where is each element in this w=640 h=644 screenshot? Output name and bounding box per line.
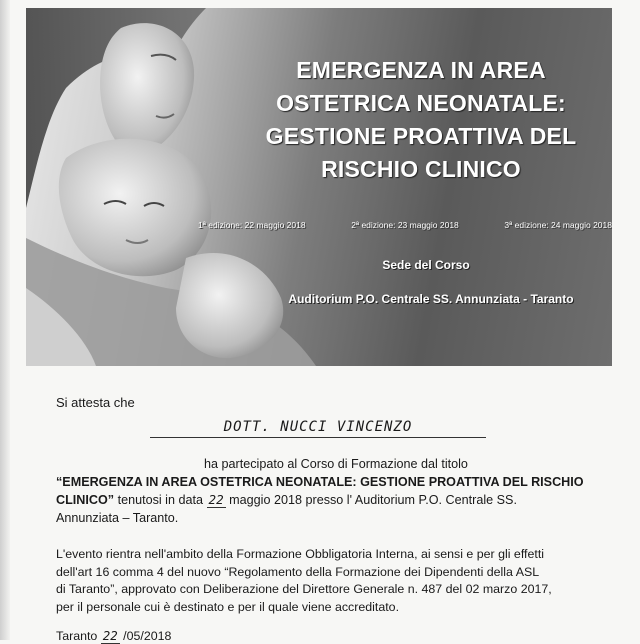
held-line [56,491,616,510]
held-day: 22 [208,492,224,507]
banner-title-line: RISCHIO CLINICO [321,156,521,182]
edition-date-2: 2ª edizione: 23 maggio 2018 [351,220,459,230]
regulation-line: L'evento rientra nell'ambito della Formazione Obbligatoria Interna, ai sensi e per gli effetti [56,547,545,561]
course-title-line: “EMERGENZA IN AREA OSTETRICA NEONATALE: GESTIONE PROATTIVA DEL RISCHIO [56,474,584,489]
regulation-paragraph [56,546,622,616]
course-banner [26,8,612,366]
footer-place: Taranto [56,629,101,643]
held-prefix: tenutosi in data [114,493,207,507]
edition-dates [198,220,612,230]
footer-day: 22 [102,628,118,643]
banner-title-line: EMERGENZA IN AREA [296,57,546,83]
course-title-banner [236,54,606,186]
banner-title-line: GESTIONE PROATTIVA DEL [265,123,577,149]
held-place: Annunziata – Taranto. [56,510,179,525]
page-edge [0,0,10,640]
course-title-end: CLINICO” [56,493,115,507]
participation-line: ha partecipato al Corso di Formazione dal titolo [204,457,468,471]
attest-label: Si attesta che [56,395,135,410]
regulation-line: di Taranto”, approvato con Deliberazione del Direttore Generale n. 487 del 02 marzo 2017, [56,582,552,597]
banner-title-line: OSTETRICA NEONATALE: [276,90,566,116]
participation-text [56,456,616,527]
held-suffix: maggio 2018 presso l' Auditorium P.O. Centrale SS. [225,493,517,507]
edition-date-1: 1ª edizione: 22 maggio 2018 [198,220,306,230]
recipient-name: DOTT. NUCCI VINCENZO [150,419,486,438]
regulation-line: per il personale cui è destinato e per il quale viene accreditato. [56,599,400,614]
venue-label: Sede del Corso [382,258,470,272]
regulation-line: dell'art 16 comma 4 del nuovo “Regolamento della Formazione dei Dipendenti della ASL [56,564,540,579]
footer-rest: /05/2018 [119,629,172,643]
issue-date [56,628,171,643]
venue-name: Auditorium P.O. Centrale SS. Annunziata - Taranto [288,292,574,306]
edition-date-3: 3ª edizione: 24 maggio 2018 [504,220,612,230]
